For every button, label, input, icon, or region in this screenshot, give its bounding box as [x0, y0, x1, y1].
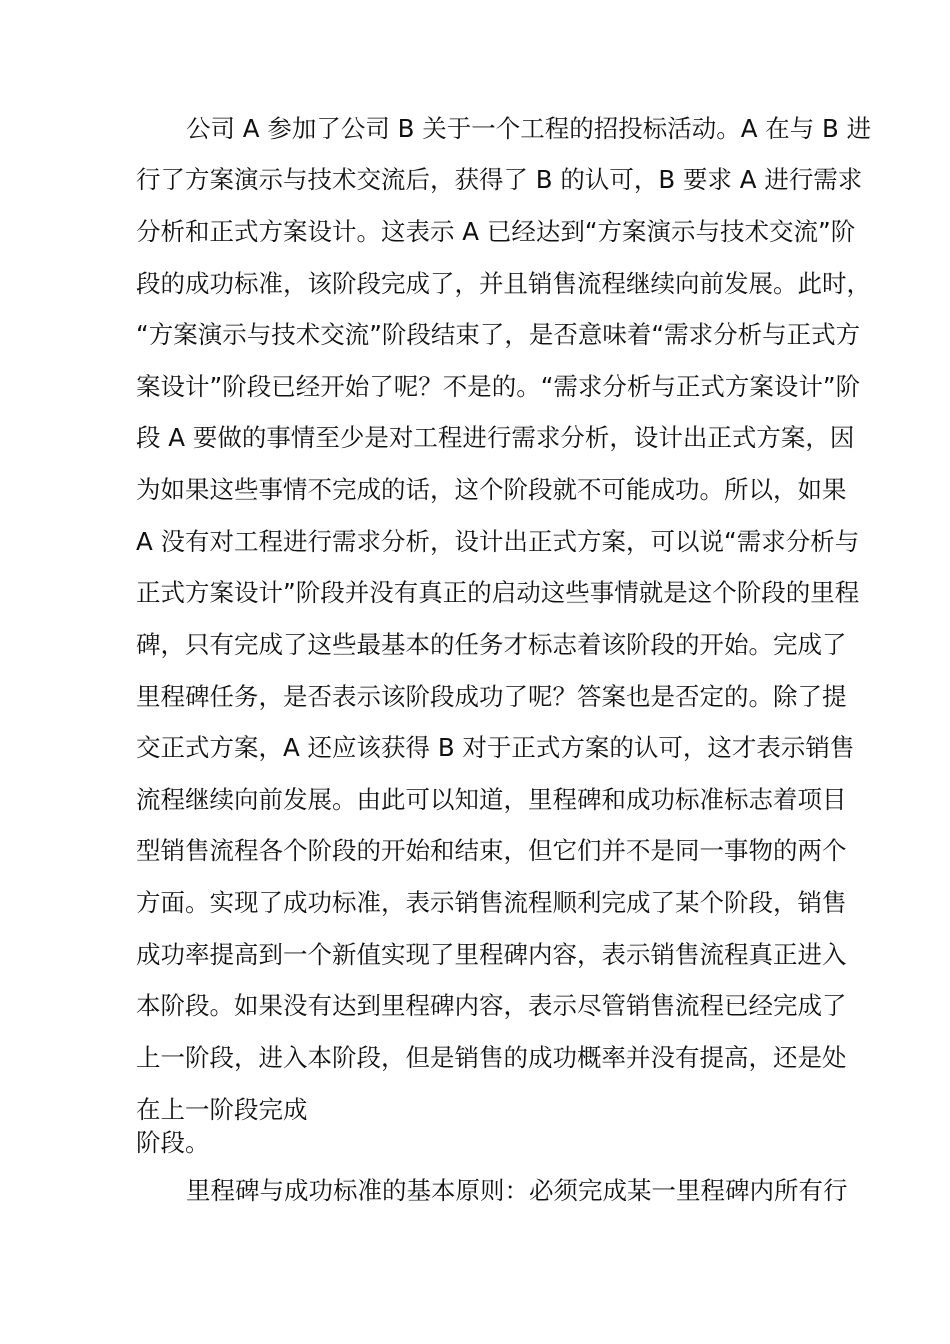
- paragraph-line: 正式方案设计”阶段并没有真正的启动这些事情就是这个阶段的里程: [136, 578, 860, 607]
- paragraph-line: 为如果这些事情不完成的话，这个阶段就不可能成功。所以，如果: [136, 475, 847, 504]
- paragraph-line: “方案演示与技术交流”阶段结束了，是否意味着“需求分析与正式方: [136, 320, 861, 349]
- paragraph-line: A 没有对工程进行需求分析，设计出正式方案，可以说“需求分析与: [136, 527, 860, 556]
- paragraph-line: 上一阶段，进入本阶段，但是销售的成功概率并没有提高，还是处: [136, 1043, 847, 1072]
- paragraph-line: 行了方案演示与技术交流后，获得了 B 的认可，B 要求 A 进行需求: [136, 165, 863, 194]
- paragraph-line: 碑，只有完成了这些最基本的任务才标志着该阶段的开始。完成了: [136, 630, 847, 659]
- paragraph-line: 公司 A 参加了公司 B 关于一个工程的招投标活动。A 在与 B 进: [186, 114, 872, 143]
- paragraph-line: 里程碑与成功标准的基本原则：必须完成某一里程碑内所有行: [186, 1176, 848, 1205]
- paragraph-line: 在上一阶段完成: [136, 1095, 308, 1124]
- paragraph-line: 方面。实现了成功标准，表示销售流程顺利完成了某个阶段，销售: [136, 888, 847, 917]
- paragraph-line: 本阶段。如果没有达到里程碑内容，表示尽管销售流程已经完成了: [136, 991, 847, 1020]
- paragraph-line: 案设计”阶段已经开始了呢？不是的。“需求分析与正式方案设计”阶: [136, 372, 861, 401]
- paragraph-line: 交正式方案，A 还应该获得 B 对于正式方案的认可，这才表示销售: [136, 733, 855, 762]
- paragraph-line: 段 A 要做的事情至少是对工程进行需求分析，设计出正式方案，因: [136, 423, 855, 452]
- paragraph-line: 流程继续向前发展。由此可以知道，里程碑和成功标准标志着项目: [136, 785, 847, 814]
- paragraph-line: 型销售流程各个阶段的开始和结束，但它们并不是同一事物的两个: [136, 836, 847, 865]
- paragraph-line: 成功率提高到一个新值实现了里程碑内容，表示销售流程真正进入: [136, 940, 847, 969]
- paragraph-line: 分析和正式方案设计。这表示 A 已经达到“方案演示与技术交流”阶: [136, 217, 856, 246]
- paragraph-line: 阶段。: [136, 1128, 210, 1157]
- paragraph-line: 里程碑任务，是否表示该阶段成功了呢？答案也是否定的。除了提: [136, 682, 847, 711]
- paragraph-line: 段的成功标准，该阶段完成了，并且销售流程继续向前发展。此时，: [136, 269, 871, 298]
